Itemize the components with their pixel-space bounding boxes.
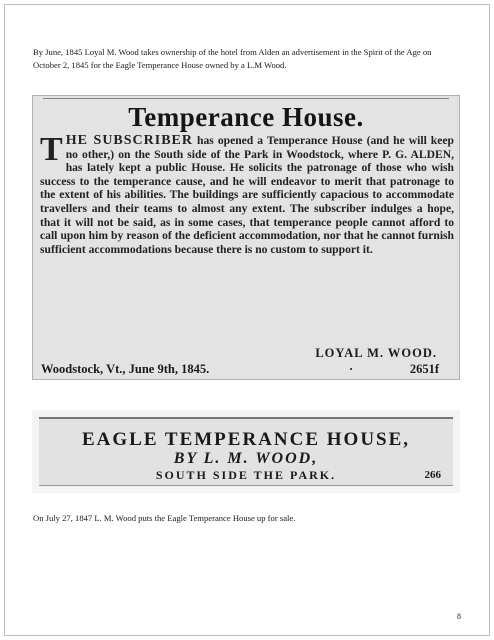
clipping-dot: · bbox=[349, 362, 354, 376]
clipping2-inner bbox=[39, 417, 453, 486]
clipping-signature: LOYAL M. WOOD. bbox=[315, 346, 437, 360]
page-number: 8 bbox=[457, 612, 461, 621]
caption-top: By June, 1845 Loyal M. Wood takes ownership of the hotel from Alden an advertisement in the Spirit of the Age on October 2, 1845 for the Eagle Temperance House owned by a L.M Wood. bbox=[33, 47, 432, 70]
clipping-body bbox=[40, 131, 454, 256]
clipping-headline: Temperance House. bbox=[128, 102, 364, 132]
clipping-dateline-text: Woodstock, Vt., June 9th, 1845. bbox=[41, 362, 210, 376]
clipping2-code: 266 bbox=[424, 469, 441, 481]
newspaper-clipping-temperance-house bbox=[32, 95, 460, 380]
clipping-lead: HE SUBSCRIBER bbox=[65, 133, 194, 148]
clipping-dropcap: T bbox=[40, 131, 63, 168]
clipping2-line1: EAGLE TEMPERANCE HOUSE, bbox=[81, 429, 411, 450]
caption-bottom: On July 27, 1847 L. M. Wood puts the Eagle Temperance House up for sale. bbox=[33, 513, 296, 523]
clipping2-line2: BY L. M. WOOD, bbox=[173, 450, 319, 467]
clipping-body-text: has opened a Temperance House (and he will keep no other,) on the South side of the Park in Woodstock, where P. G. ALDEN, has lately kept a public House. He solicits the patronage of those who wish success to the temperance cause, and he will endeavor to merit that patronage to the extent of his abilities. The buildings are sufficiently capacious to accommodate travellers and their teams to almost any extent. The subscriber indulges a hope, that it will not be said, as in some cases, that temperance people cannot afford to call upon him by reason of the deficient accommodation, nor that he cannot furnish sufficient accommodations because there is no custom to support it. bbox=[40, 134, 454, 256]
newspaper-clipping-eagle-temperance-house bbox=[32, 410, 460, 493]
clipping-rule bbox=[43, 98, 449, 99]
clipping-code: 2651f bbox=[409, 362, 439, 376]
clipping-dateline bbox=[41, 362, 453, 377]
clipping2-line3: SOUTH SIDE THE PARK. bbox=[155, 468, 337, 482]
